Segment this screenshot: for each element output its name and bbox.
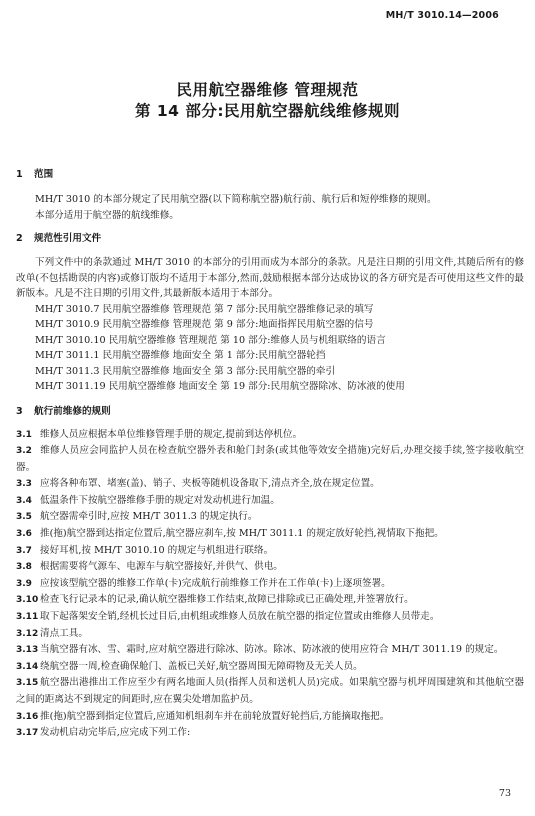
section-title: 范围 bbox=[34, 169, 54, 180]
normative-reference: MH/T 3010.7 民用航空器维修 管理规范 第 7 部分:民用航空器维修记录的填写 bbox=[35, 303, 374, 315]
clause-number: 3.1 bbox=[16, 429, 32, 440]
clause-number: 3.16 bbox=[16, 711, 39, 722]
normative-reference: MH/T 3010.10 民用航空器维修 管理规范 第 10 部分:维修人员与机组联络的语言 bbox=[35, 334, 386, 346]
section-1-paragraph-2: 本部分适用于航空器的航线维修。 bbox=[35, 209, 179, 221]
clause-text: 当航空器有冰、雪、霜时,应对航空器进行除冰、防冰。除冰、防冰液的使用应符合 MH/T 3011.19 的规定。 bbox=[40, 644, 504, 656]
clause-number: 3.3 bbox=[16, 479, 32, 490]
clause-number: 3.14 bbox=[16, 661, 39, 672]
section-title: 航行前维修的规则 bbox=[34, 405, 111, 417]
clause-3-17 bbox=[16, 725, 524, 742]
section-3-heading bbox=[16, 405, 524, 419]
section-2-heading bbox=[16, 232, 524, 246]
clause-text: 推(拖)航空器到达指定位置后,航空器应刹车,按 MH/T 3011.1 的规定放好轮挡,视情取下拖把。 bbox=[40, 528, 444, 540]
section-1-heading bbox=[16, 168, 524, 182]
normative-reference: MH/T 3011.19 民用航空器维修 地面安全 第 19 部分:民用航空器除冰、防冰液的使用 bbox=[35, 381, 405, 392]
section-number: 1 bbox=[16, 169, 23, 180]
section-title: 规范性引用文件 bbox=[34, 233, 102, 244]
clause-text: 航空器出港推出工作应至少有两名地面人员(指挥人员和送机人员)完成。如果航空器与机坪周围建筑和其他航空器之间的距离达不到规定的间距时,应在翼尖处增加监护员。 bbox=[16, 677, 524, 705]
clause-number: 3.6 bbox=[16, 529, 32, 540]
clause-text: 低温条件下按航空器维修手册的规定对发动机进行加温。 bbox=[40, 494, 280, 506]
section-1-paragraph-1: MH/T 3010 的本部分规定了民用航空器(以下简称航空器)航行前、航行后和短停维修的规则。 bbox=[35, 194, 437, 205]
title-line-2: 第 14 部分:民用航空器航线维修规则 bbox=[134, 102, 401, 120]
normative-reference: MH/T 3010.9 民用航空器维修 管理规范 第 9 部分:地面指挥民用航空器的信号 bbox=[35, 319, 374, 330]
clause-3-7 bbox=[16, 543, 524, 560]
clause-text: 推(拖)航空器到指定位置后,应通知机组刹车并在前轮放置好轮挡后,方能摘取拖把。 bbox=[40, 710, 390, 722]
clause-number: 3.17 bbox=[16, 728, 39, 739]
section-number: 3 bbox=[16, 405, 23, 417]
clause-text: 维修人员应根据本单位维修管理手册的规定,提前到达停机位。 bbox=[40, 428, 303, 440]
title-block bbox=[0, 80, 535, 122]
clause-3-9 bbox=[16, 576, 524, 593]
clause-text: 应将各种布罩、堵塞(盖)、销子、夹板等随机设备取下,清点齐全,放在规定位置。 bbox=[40, 478, 380, 490]
clause-3-14 bbox=[16, 659, 524, 676]
clause-text: 发动机启动完毕后,应完成下列工作: bbox=[40, 727, 191, 739]
clause-3-13 bbox=[16, 642, 524, 659]
clause-number: 3.13 bbox=[16, 645, 39, 656]
clause-3-4 bbox=[16, 493, 524, 510]
clause-3-16 bbox=[16, 709, 524, 726]
clause-text: 清点工具。 bbox=[40, 627, 88, 639]
clause-number: 3.5 bbox=[16, 512, 32, 523]
section-number: 2 bbox=[16, 233, 23, 244]
clause-number: 3.7 bbox=[16, 545, 32, 556]
clause-text: 维修人员应会同监护人员在检查航空器外表和舱门封条(或其他等效安全措施)完好后,办理交接手续,签字接收航空器。 bbox=[16, 445, 524, 473]
clause-number: 3.10 bbox=[16, 595, 39, 606]
clause-3-15 bbox=[16, 675, 524, 708]
clause-text: 航空器需牵引时,应按 MH/T 3011.3 的规定执行。 bbox=[40, 511, 258, 523]
clause-3-3 bbox=[16, 476, 524, 493]
document-code: MH/T 3010.14—2006 bbox=[385, 10, 499, 21]
clause-number: 3.4 bbox=[16, 495, 32, 506]
clause-number: 3.15 bbox=[16, 678, 39, 689]
title-line-1: 民用航空器维修 管理规范 bbox=[176, 81, 359, 99]
clause-text: 接好耳机,按 MH/T 3010.10 的规定与机组进行联络。 bbox=[40, 544, 274, 556]
clause-3-2 bbox=[16, 443, 524, 476]
section-2-paragraph: 下列文件中的条款通过 MH/T 3010 的本部分的引用而成为本部分的条款。凡是注日期的引用文件,其随后所有的修改单(不包括勘误的内容)或修订版均不适用于本部分,然而,鼓励根据本部分达成协议的各方研究是否可使用这些文件的最新版本。凡是不注日期的引用文件,其最新版本适用于本部分。 bbox=[16, 257, 524, 299]
page-number: 73 bbox=[498, 788, 511, 799]
clause-3-6 bbox=[16, 526, 524, 543]
clause-number: 3.9 bbox=[16, 578, 32, 589]
clause-number: 3.8 bbox=[16, 562, 32, 573]
clause-3-12 bbox=[16, 626, 524, 643]
clause-text: 取下起落架安全销,经机长过目后,由机组或维修人员放在航空器的指定位置或由维修人员带走。 bbox=[40, 611, 440, 623]
clause-3-10 bbox=[16, 592, 524, 609]
clause-number: 3.2 bbox=[16, 446, 32, 457]
clause-number: 3.12 bbox=[16, 628, 39, 639]
clause-text: 绕航空器一周,检查确保舱门、盖板已关好,航空器周围无障碍物及无关人员。 bbox=[40, 660, 363, 672]
clause-3-1 bbox=[16, 427, 524, 444]
clause-text: 应按该型航空器的维修工作单(卡)完成航行前维修工作并在工作单(卡)上逐项签署。 bbox=[40, 577, 391, 589]
normative-reference: MH/T 3011.3 民用航空器维修 地面安全 第 3 部分:民用航空器的牵引 bbox=[35, 365, 336, 377]
clause-3-5 bbox=[16, 509, 524, 526]
clause-3-8 bbox=[16, 559, 524, 576]
clause-3-11 bbox=[16, 609, 524, 626]
clause-text: 根据需要将气源车、电源车与航空器接好,并供气、供电。 bbox=[40, 561, 283, 573]
clause-number: 3.11 bbox=[16, 612, 39, 623]
document-body bbox=[16, 168, 524, 742]
clause-text: 检查飞行记录本的记录,确认航空器维修工作结束,故障已排除或已正确处理,并签署放行。 bbox=[40, 594, 414, 606]
normative-reference: MH/T 3011.1 民用航空器维修 地面安全 第 1 部分:民用航空器轮挡 bbox=[35, 350, 326, 361]
